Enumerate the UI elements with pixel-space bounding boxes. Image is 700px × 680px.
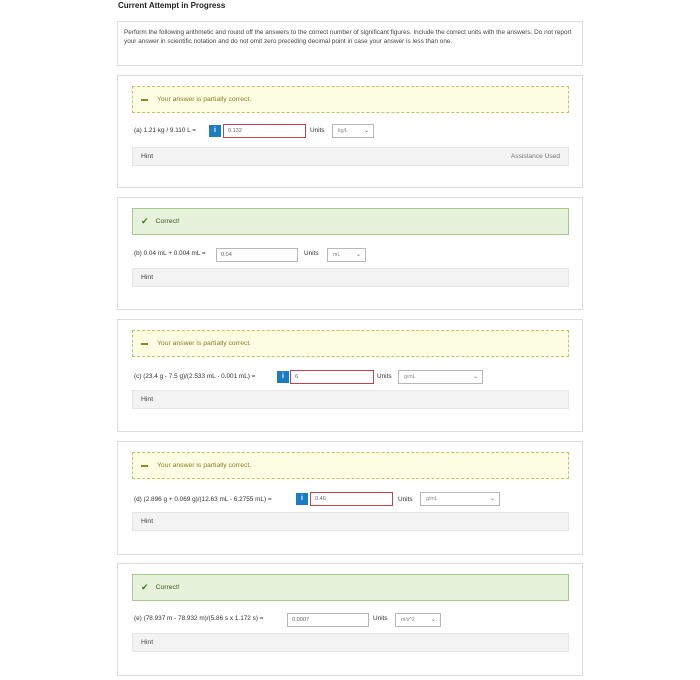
status-text: Correct! [155,218,180,225]
status-banner-partial [132,330,569,357]
hint-label: Hint [141,396,154,403]
units-label: Units [304,250,319,257]
page-title: Current Attempt in Progress [118,1,226,10]
status-banner-correct [132,208,569,235]
status-text: Correct! [155,584,180,591]
partial-icon [141,99,148,101]
info-icon[interactable]: i [296,493,308,505]
info-icon[interactable]: i [209,125,221,137]
info-icon[interactable]: i [277,371,289,383]
units-select[interactable] [395,613,441,627]
hint-button[interactable] [132,268,569,287]
part-e [117,563,583,676]
partial-icon [141,465,148,467]
question-text: (a) 1.21 kg / 9.110 L = [134,127,196,134]
instructions-panel [117,21,583,66]
chevron-down-icon: ⌄ [363,128,369,134]
checkmark-icon: ✔ [141,582,149,592]
hint-label: Hint [141,153,154,160]
status-text: Your answer is partially correct. [157,96,252,103]
answer-input[interactable]: 0.132 [223,124,306,138]
hint-button[interactable] [132,147,569,166]
units-value: m/s^2 [401,617,415,623]
status-text: Your answer is partially correct. [157,462,252,469]
units-select[interactable] [398,370,483,384]
units-label: Units [310,127,325,134]
hint-button[interactable] [132,390,569,409]
units-select[interactable] [327,248,366,262]
hint-label: Hint [141,518,154,525]
hint-label: Hint [141,274,154,281]
units-label: Units [377,373,392,380]
answer-input[interactable]: 0.46 [310,492,393,506]
status-text: Your answer is partially correct. [157,340,252,347]
units-select[interactable] [420,492,500,506]
units-value: mL [333,252,341,258]
question-text: (e) (78.937 m - 78.932 m)/(5.86 s x 1.172 s) = [134,615,264,622]
instructions-text: Perform the following arithmetic and round off the answers to the correct number of significant figures. Include the correct units with the answers. Do not report your answer in scientific notation and do not omit zero preceding decimal point in case your answer is less than one. [124,29,572,45]
part-c [117,319,583,432]
units-label: Units [398,496,413,503]
answer-input[interactable]: 0.0007 [287,613,369,627]
answer-input[interactable]: 6 [290,370,374,384]
part-b [117,197,583,310]
hint-label: Hint [141,639,154,646]
units-value: g/mL [404,374,416,380]
hint-button[interactable] [132,512,569,531]
question-text: (d) (2.896 g + 0.069 g)/(12.63 mL - 6.2755 mL) = [134,496,272,503]
part-a [117,75,583,188]
partial-icon [141,343,148,345]
chevron-down-icon: ⌄ [472,374,478,380]
hint-button[interactable] [132,633,569,652]
question-text: (c) (23.4 g - 7.5 g)/(2.533 mL - 0.001 mL) = [134,373,256,380]
checkmark-icon: ✔ [141,216,149,226]
status-banner-partial [132,86,569,113]
units-select[interactable] [332,124,374,138]
units-label: Units [373,615,388,622]
units-value: kg/L [338,128,348,134]
question-text: (b) 0.04 mL + 0.004 mL = [134,250,206,257]
assistance-used-label: Assistance Used [510,153,560,160]
answer-input[interactable]: 0.04 [216,248,298,262]
units-value: g/mL [426,496,438,502]
part-d [117,441,583,555]
status-banner-partial [132,452,569,479]
status-banner-correct [132,574,569,601]
chevron-down-icon: ⌄ [355,252,361,258]
chevron-down-icon: ⌄ [489,496,495,502]
chevron-down-icon: ⌄ [430,617,436,623]
